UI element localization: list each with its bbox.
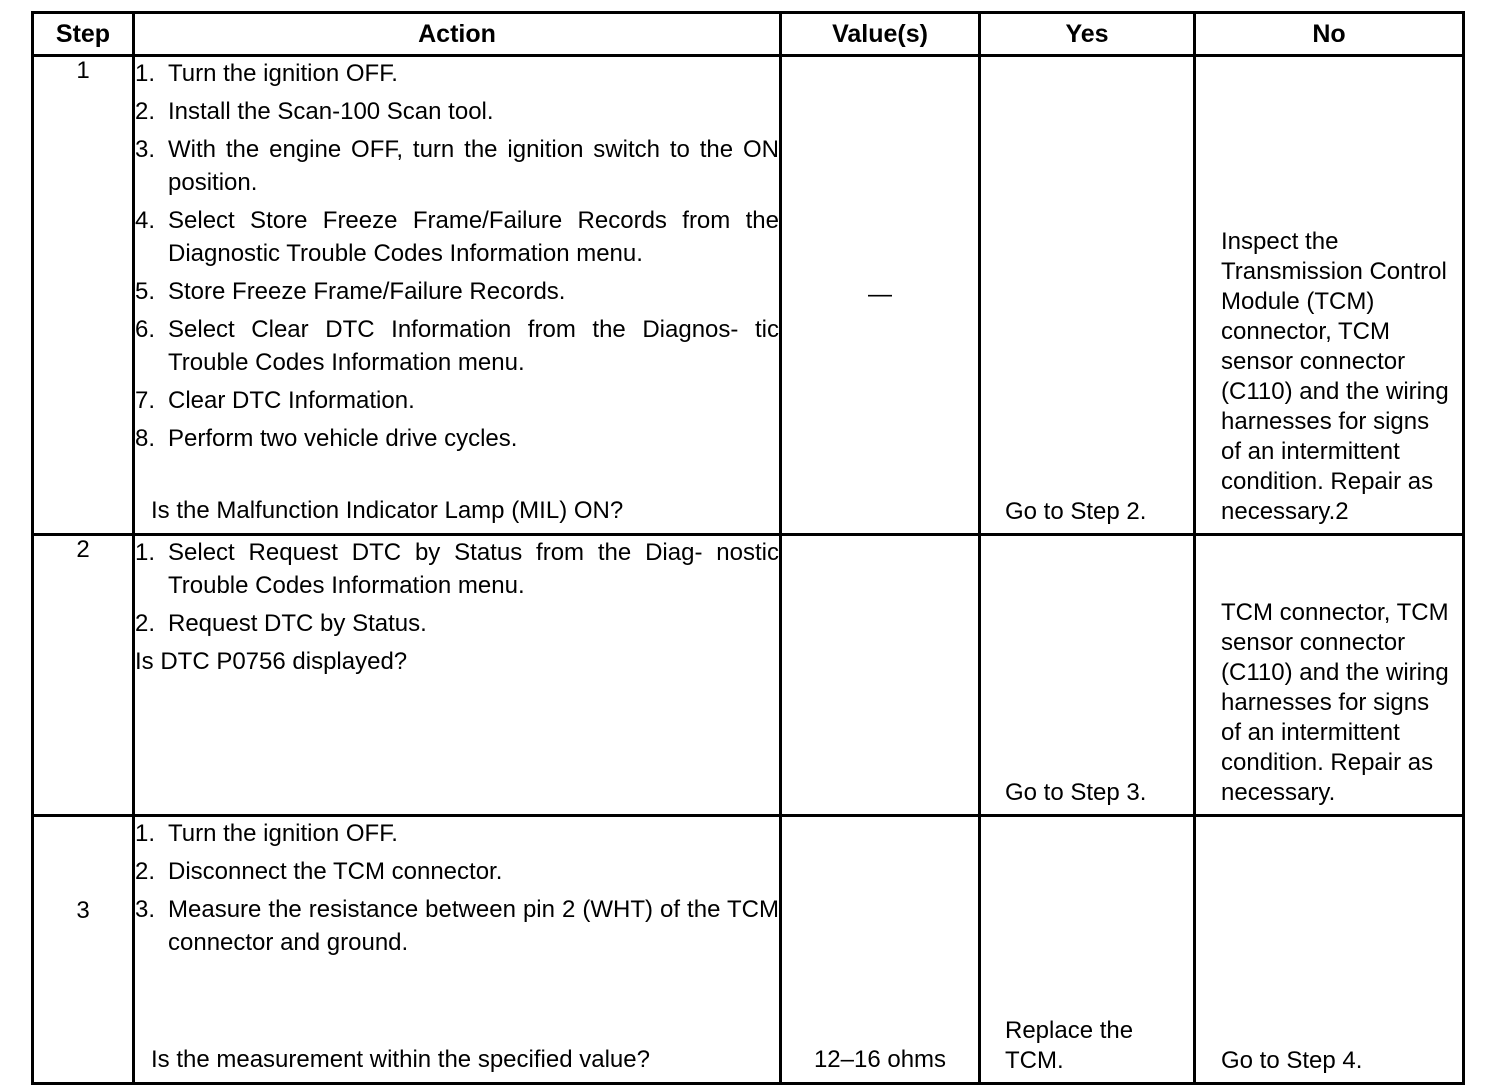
- value-text: —: [868, 281, 892, 308]
- action-number: 7.: [135, 387, 156, 414]
- action-item: [135, 817, 779, 850]
- table-row: [33, 535, 1464, 816]
- diagnostic-table: [31, 11, 1465, 1085]
- action-number: 2.: [135, 858, 156, 885]
- action-text: Turn the ignition OFF.: [168, 60, 398, 87]
- action-number: 3.: [135, 896, 156, 923]
- action-item: [135, 95, 779, 128]
- table-row: [33, 56, 1464, 535]
- value-cell: [781, 816, 980, 1084]
- action-number: 8.: [135, 425, 156, 452]
- action-cell: [134, 56, 781, 535]
- header-step: Step: [33, 13, 134, 56]
- action-text: Clear DTC Information.: [168, 387, 415, 414]
- yes-text: Go to Step 2.: [1005, 498, 1147, 525]
- no-cell: [1195, 535, 1464, 816]
- action-question: Is the Malfunction Indicator Lamp (MIL) ON?: [151, 497, 624, 524]
- action-number: 1.: [135, 60, 156, 87]
- header-values: Value(s): [781, 13, 980, 56]
- action-text: Measure the resistance between pin 2 (WHT) of the TCM connector and ground.: [168, 896, 779, 956]
- no-cell: [1195, 56, 1464, 535]
- action-item: [135, 384, 779, 417]
- header-yes: Yes: [980, 13, 1195, 56]
- action-text: Select Clear DTC Information from the Diagnos- tic Trouble Codes Information menu.: [168, 316, 779, 376]
- action-item: [135, 313, 779, 379]
- yes-cell: [980, 535, 1195, 816]
- action-number: 1.: [135, 820, 156, 847]
- action-item: [135, 893, 779, 959]
- no-text: Inspect the Transmission Control Module (TCM) connector, TCM sensor connector (C110) and the wiring harnesses for signs of an intermittent condition. Repair as necessary.2: [1221, 228, 1449, 525]
- no-cell: [1195, 816, 1464, 1084]
- action-text: Select Request DTC by Status from the Diag- nostic Trouble Codes Information menu.: [168, 539, 779, 599]
- action-cell: [134, 816, 781, 1084]
- action-number: 2.: [135, 98, 156, 125]
- action-item: [135, 422, 779, 455]
- action-text: Select Store Freeze Frame/Failure Records from the Diagnostic Trouble Codes Information menu.: [168, 207, 779, 267]
- action-text: Turn the ignition OFF.: [168, 820, 398, 847]
- value-text: 12–16 ohms: [813, 1046, 947, 1073]
- action-number: 1.: [135, 539, 156, 566]
- action-list: [135, 817, 779, 959]
- action-text: Disconnect the TCM connector.: [168, 858, 503, 885]
- action-number: 6.: [135, 316, 156, 343]
- action-text: Request DTC by Status.: [168, 610, 427, 637]
- action-item: [135, 855, 779, 888]
- action-number: 5.: [135, 278, 156, 305]
- yes-cell: [980, 816, 1195, 1084]
- yes-text: Go to Step 3.: [1005, 779, 1147, 806]
- value-cell: [781, 56, 980, 535]
- action-list: [135, 57, 779, 455]
- action-number: 3.: [135, 136, 156, 163]
- action-item: [135, 57, 779, 90]
- action-item: [135, 607, 779, 640]
- header-action: Action: [134, 13, 781, 56]
- action-text: Install the Scan-100 Scan tool.: [168, 98, 494, 125]
- action-text: Perform two vehicle drive cycles.: [168, 425, 518, 452]
- value-cell: [781, 535, 980, 816]
- action-number: 4.: [135, 207, 156, 234]
- header-no: No: [1195, 13, 1464, 56]
- table-row: [33, 816, 1464, 1084]
- action-item: [135, 536, 779, 602]
- yes-cell: [980, 56, 1195, 535]
- action-item: [135, 204, 779, 270]
- action-question: Is DTC P0756 displayed?: [135, 648, 408, 675]
- step-number: 1: [33, 56, 134, 535]
- action-item: [135, 275, 779, 308]
- action-list: [135, 536, 779, 640]
- header-row: [33, 13, 1464, 56]
- action-cell: [134, 535, 781, 816]
- action-text: Store Freeze Frame/Failure Records.: [168, 278, 566, 305]
- action-number: 2.: [135, 610, 156, 637]
- action-text: With the engine OFF, turn the ignition switch to the ON position.: [168, 136, 779, 196]
- action-item: [135, 133, 779, 199]
- action-question: Is the measurement within the specified value?: [151, 1046, 650, 1073]
- yes-text: Replace the TCM.: [1005, 1017, 1134, 1074]
- step-number: 3: [33, 816, 134, 1084]
- no-text: TCM connector, TCM sensor connector (C110) and the wiring harnesses for signs of an intermittent condition. Repair as necessary.: [1221, 599, 1449, 806]
- no-text: Go to Step 4.: [1221, 1047, 1363, 1074]
- step-number: 2: [33, 535, 134, 816]
